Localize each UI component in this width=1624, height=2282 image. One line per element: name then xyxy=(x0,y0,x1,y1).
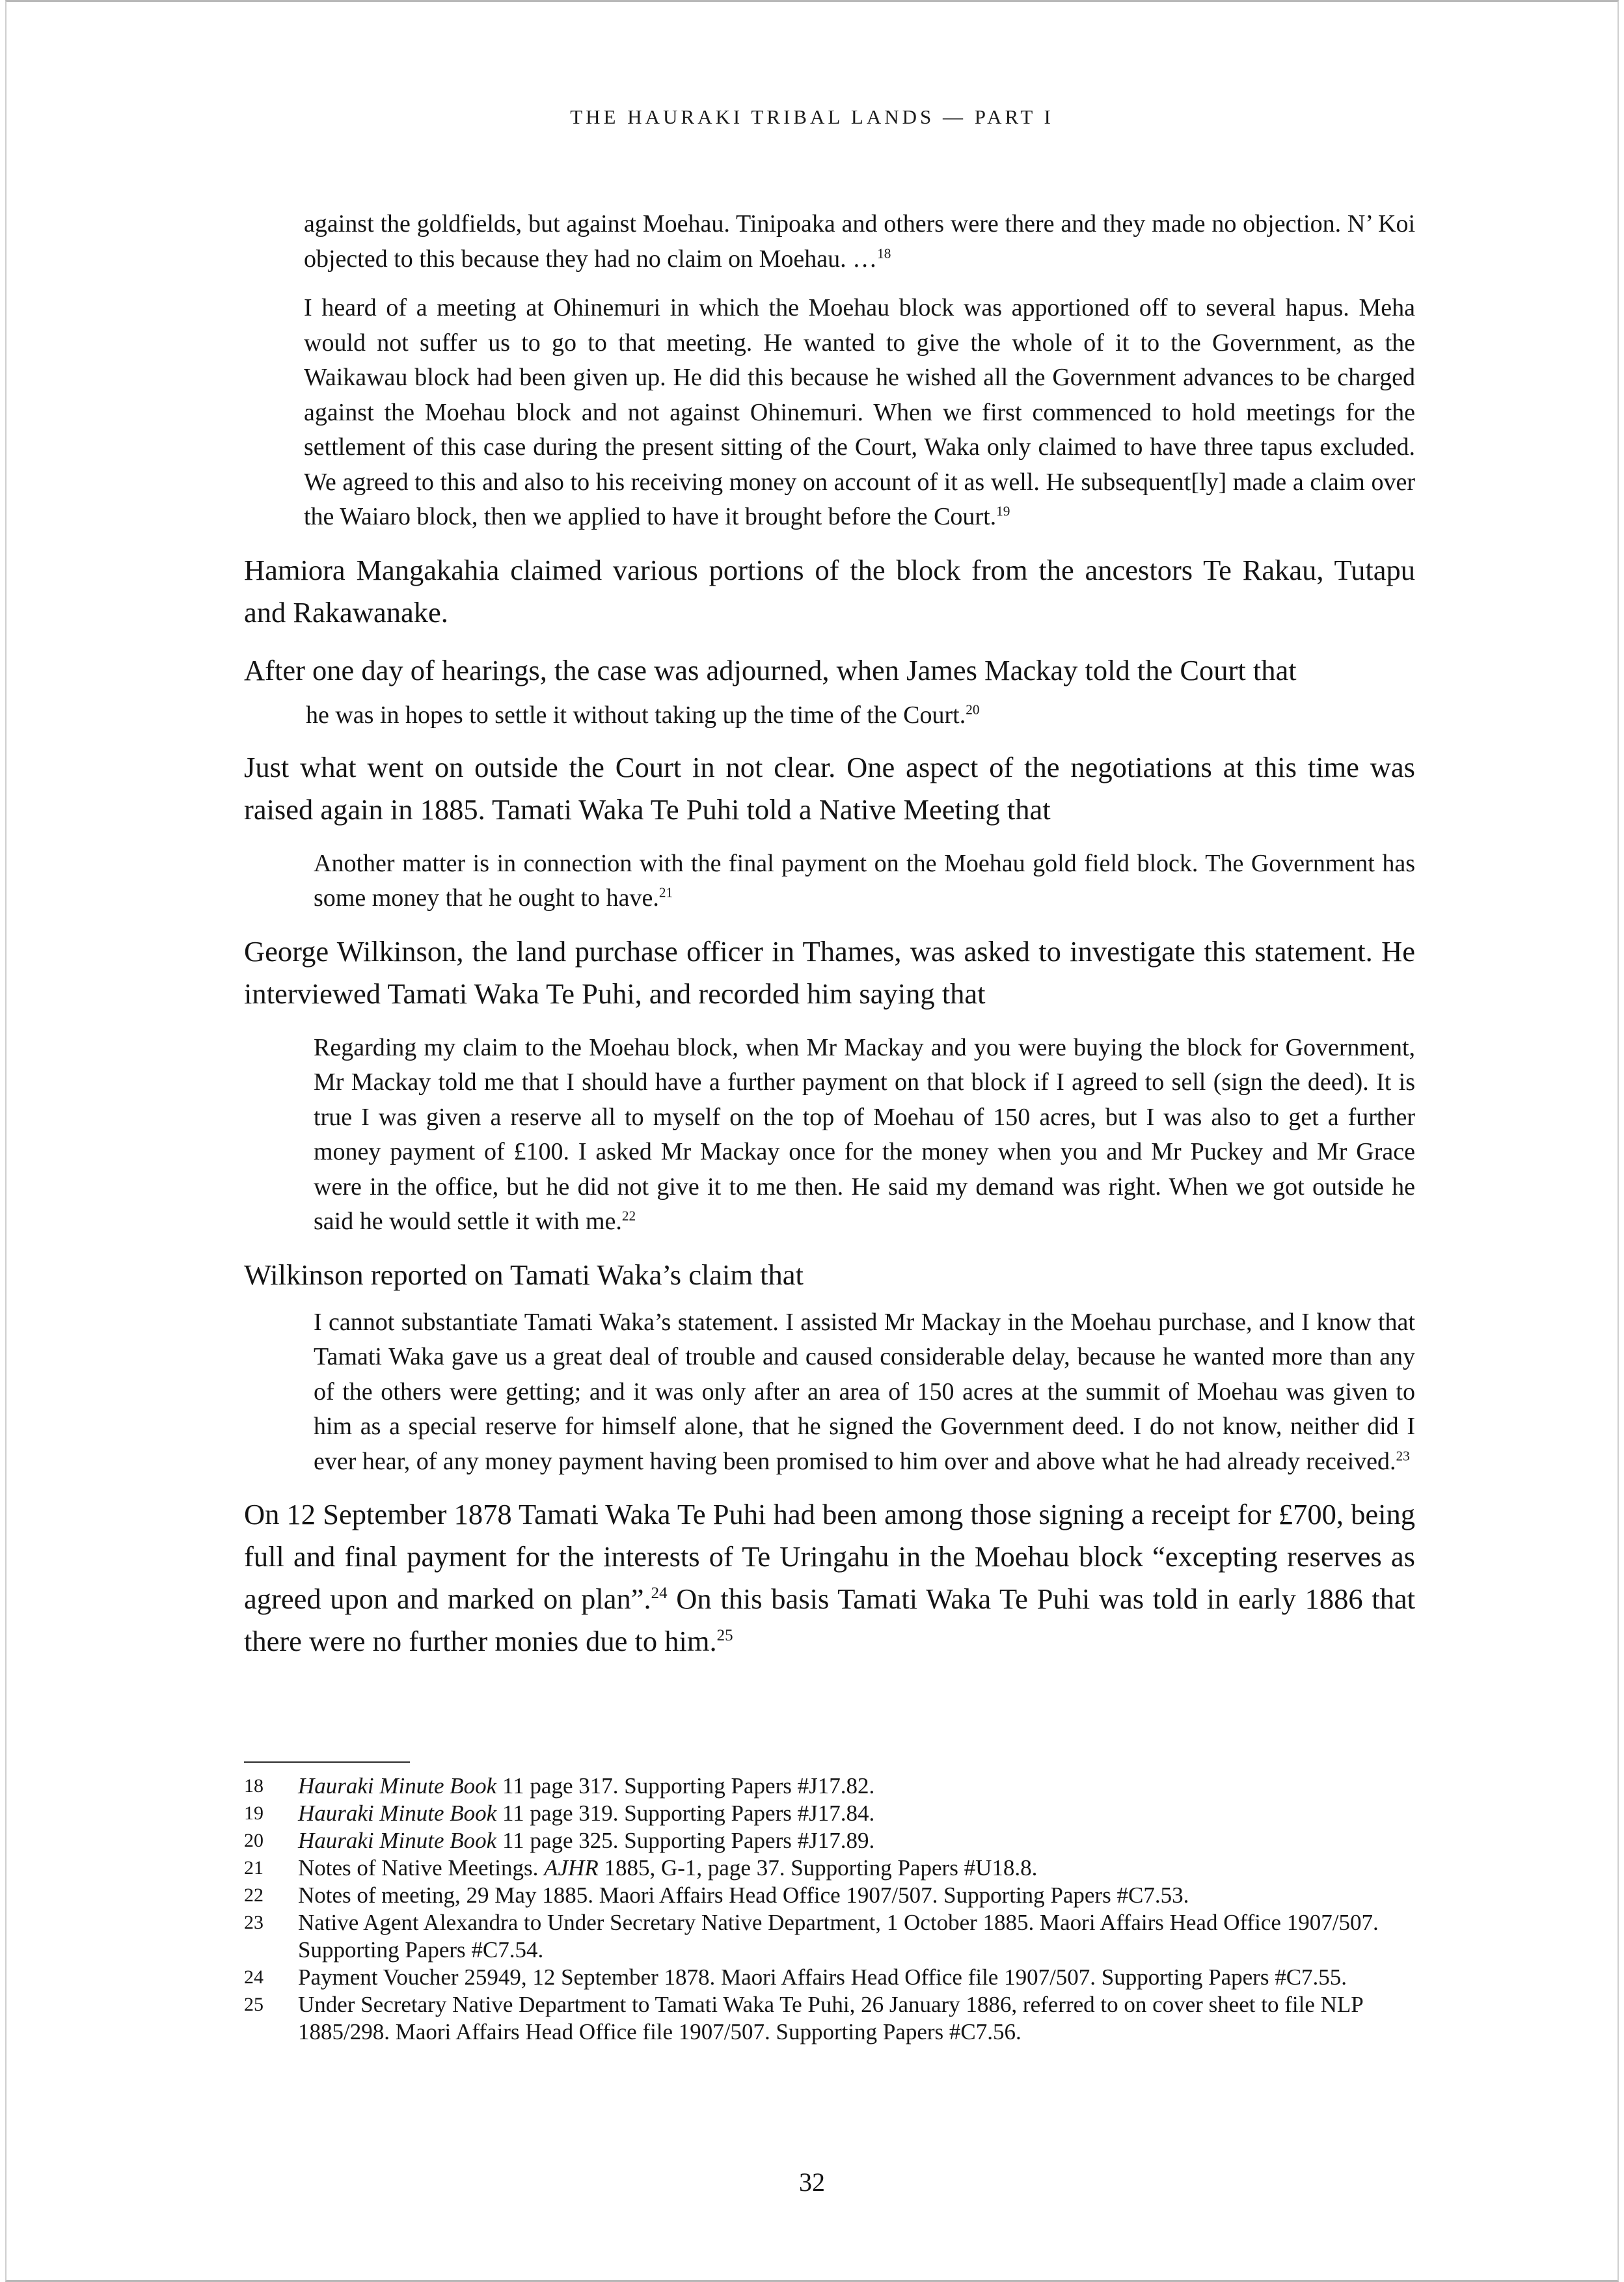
footnote-text xyxy=(298,1800,1415,1827)
footnote-detail: 11 page 325. Supporting Papers #J17.89. xyxy=(496,1828,875,1853)
footnote-number: 20 xyxy=(244,1830,264,1851)
footnote-21 xyxy=(244,1854,1415,1882)
footnote-text: Notes of meeting, 29 May 1885. Maori Affairs Head Office 1907/507. Supporting Papers #C7.53. xyxy=(298,1882,1189,1908)
footnote-ref-19[interactable]: 19 xyxy=(996,503,1010,519)
block-quote-6-text: I cannot substantiate Tamati Waka’s statement. I assisted Mr Mackay in the Moehau purchase, and I know that Tamati Waka gave us a great deal of trouble and caused considerable delay, because he wanted more than any of the others were getting; and it was only after an area of 150 acres at the summit of Moehau was given to him as a special reserve for himself alone, that he signed the Government deed. I do not know, neither did I ever hear, of any money payment having been promised to him over and above what he had already received. xyxy=(314,1308,1415,1475)
block-quote-3-text: he was in hopes to settle it without taking up the time of the Court. xyxy=(306,701,966,729)
block-quote-5-text: Regarding my claim to the Moehau block, when Mr Mackay and you were buying the block for Government, Mr Mackay told me that I should have a further payment on that block if I agreed to sell (sign the deed). It is true I was given a reserve all to myself on the top of Moehau of 150 acres, but I was also to get a further money payment of £100. I asked Mr Mackay once for the money when you and Mr Puckey and Mr Grace were in the office, but he did not give it to me then. He said my demand was right. When we got outside he said he would settle it with me. xyxy=(314,1033,1415,1235)
footnote-number: 22 xyxy=(244,1884,264,1906)
page-body xyxy=(244,207,1415,1678)
footnote-22 xyxy=(244,1882,1415,1909)
footnote-20 xyxy=(244,1827,1415,1854)
block-quote-2-text: I heard of a meeting at Ohinemuri in which the Moehau block was apportioned off to several hapus. Meha would not suffer us to go to that meeting. He wanted to give the whole of it to the Government, as the Waikawau block had been given up. He did this because he wished all the Government advances to be charged against the Moehau block and not against Ohinemuri. When we first commenced to hold meetings for the settlement of this case during the present sitting of the Court, Waka only claimed to have three tapus excluded. We agreed to this and also to his receiving money on account of it as well. He subsequent[ly] made a claim over the Waiaro block, then we applied to have it brought before the Court. xyxy=(304,294,1415,530)
footnote-number: 25 xyxy=(244,1994,264,2015)
block-quote-5 xyxy=(314,1031,1415,1240)
footnote-prefix: Notes of Native Meetings. xyxy=(298,1855,545,1881)
footnote-text xyxy=(298,1773,1415,1800)
block-quote-3 xyxy=(306,698,1415,732)
paragraph-6 xyxy=(244,1493,1415,1663)
footnote-source-title: Hauraki Minute Book xyxy=(298,1800,497,1826)
footnote-text: Payment Voucher 25949, 12 September 1878. Maori Affairs Head Office file 1907/507. Supporting Papers #C7.55. xyxy=(298,1964,1347,1990)
footnote-text xyxy=(298,1827,1415,1854)
footnote-rule xyxy=(244,1761,410,1763)
footnote-number: 21 xyxy=(244,1857,264,1879)
footnote-ref-20[interactable]: 20 xyxy=(966,701,980,717)
footnote-source-title: AJHR xyxy=(544,1855,599,1881)
paragraph-5: Wilkinson reported on Tamati Waka’s claim that xyxy=(244,1258,804,1291)
footnote-detail: 11 page 317. Supporting Papers #J17.82. xyxy=(496,1773,875,1799)
footnote-text: Under Secretary Native Department to Tamati Waka Te Puhi, 26 January 1886, referred to on cover sheet to file NLP 1885/298. Maori Affairs Head Office file 1907/507. Supporting Papers #C7.56. xyxy=(298,1992,1363,2044)
block-quote-6 xyxy=(314,1305,1415,1480)
paragraph-6-text-b: On this basis Tamati Waka Te Puhi was told in early 1886 that there were no further monies due to him. xyxy=(244,1582,1415,1657)
block-quote-4 xyxy=(314,847,1415,916)
paragraph-4: George Wilkinson, the land purchase officer in Thames, was asked to investigate this statement. He interviewed Tamati Waka Te Puhi, and recorded him saying that xyxy=(244,934,1415,1010)
footnote-19 xyxy=(244,1800,1415,1827)
block-quote-2 xyxy=(304,291,1415,535)
footnote-number: 23 xyxy=(244,1912,264,1933)
footnote-25 xyxy=(244,1991,1415,2046)
footnote-ref-21[interactable]: 21 xyxy=(658,884,673,901)
footnote-text xyxy=(298,1854,1415,1882)
page-number: 32 xyxy=(799,2167,825,2197)
footnote-18 xyxy=(244,1773,1415,1800)
footnote-number: 18 xyxy=(244,1775,264,1797)
footnotes xyxy=(244,1773,1415,2046)
block-quote-1 xyxy=(304,207,1415,277)
paragraph-2: After one day of hearings, the case was adjourned, when James Mackay told the Court that xyxy=(244,653,1297,686)
footnote-ref-22[interactable]: 22 xyxy=(621,1208,636,1224)
footnote-ref-18[interactable]: 18 xyxy=(877,245,891,261)
footnote-ref-25[interactable]: 25 xyxy=(716,1627,733,1645)
footnote-ref-24[interactable]: 24 xyxy=(651,1584,668,1603)
block-quote-4-text: Another matter is in connection with the final payment on the Moehau gold field block. The Government has some money that he ought to have. xyxy=(314,849,1415,912)
footnote-24 xyxy=(244,1964,1415,1991)
footnote-detail: 1885, G-1, page 37. Supporting Papers #U18.8. xyxy=(598,1855,1038,1881)
paragraph-3: Just what went on outside the Court in not clear. One aspect of the negotiations at this time was raised again in 1885. Tamati Waka Te Puhi told a Native Meeting that xyxy=(244,750,1415,826)
footnote-number: 24 xyxy=(244,1966,264,1988)
block-quote-1-text: against the goldfields, but against Moehau. Tinipoaka and others were there and they made no objection. N’ Koi objected to this because they had no claim on Moehau. … xyxy=(304,210,1415,273)
paragraph-1: Hamiora Mangakahia claimed various portions of the block from the ancestors Te Rakau, Tutapu and Rakawanake. xyxy=(244,553,1415,629)
footnote-text: Native Agent Alexandra to Under Secretary Native Department, 1 October 1885. Maori Affairs Head Office 1907/507. Supporting Papers #C7.54. xyxy=(298,1910,1379,1963)
footnote-ref-23[interactable]: 23 xyxy=(1396,1447,1410,1463)
footnote-23 xyxy=(244,1909,1415,1964)
footnote-source-title: Hauraki Minute Book xyxy=(298,1828,497,1853)
running-head: THE HAURAKI TRIBAL LANDS — PART I xyxy=(570,105,1054,128)
footnote-number: 19 xyxy=(244,1802,264,1824)
footnote-source-title: Hauraki Minute Book xyxy=(298,1773,497,1799)
paragraph-6-text-a: On 12 September 1878 Tamati Waka Te Puhi had been among those signing a receipt for £700, being full and final payment for the interests of Te Uringahu in the Moehau block “excepting reserves as agreed upon and marked on plan”. xyxy=(244,1498,1415,1615)
footnote-detail: 11 page 319. Supporting Papers #J17.84. xyxy=(496,1800,875,1826)
